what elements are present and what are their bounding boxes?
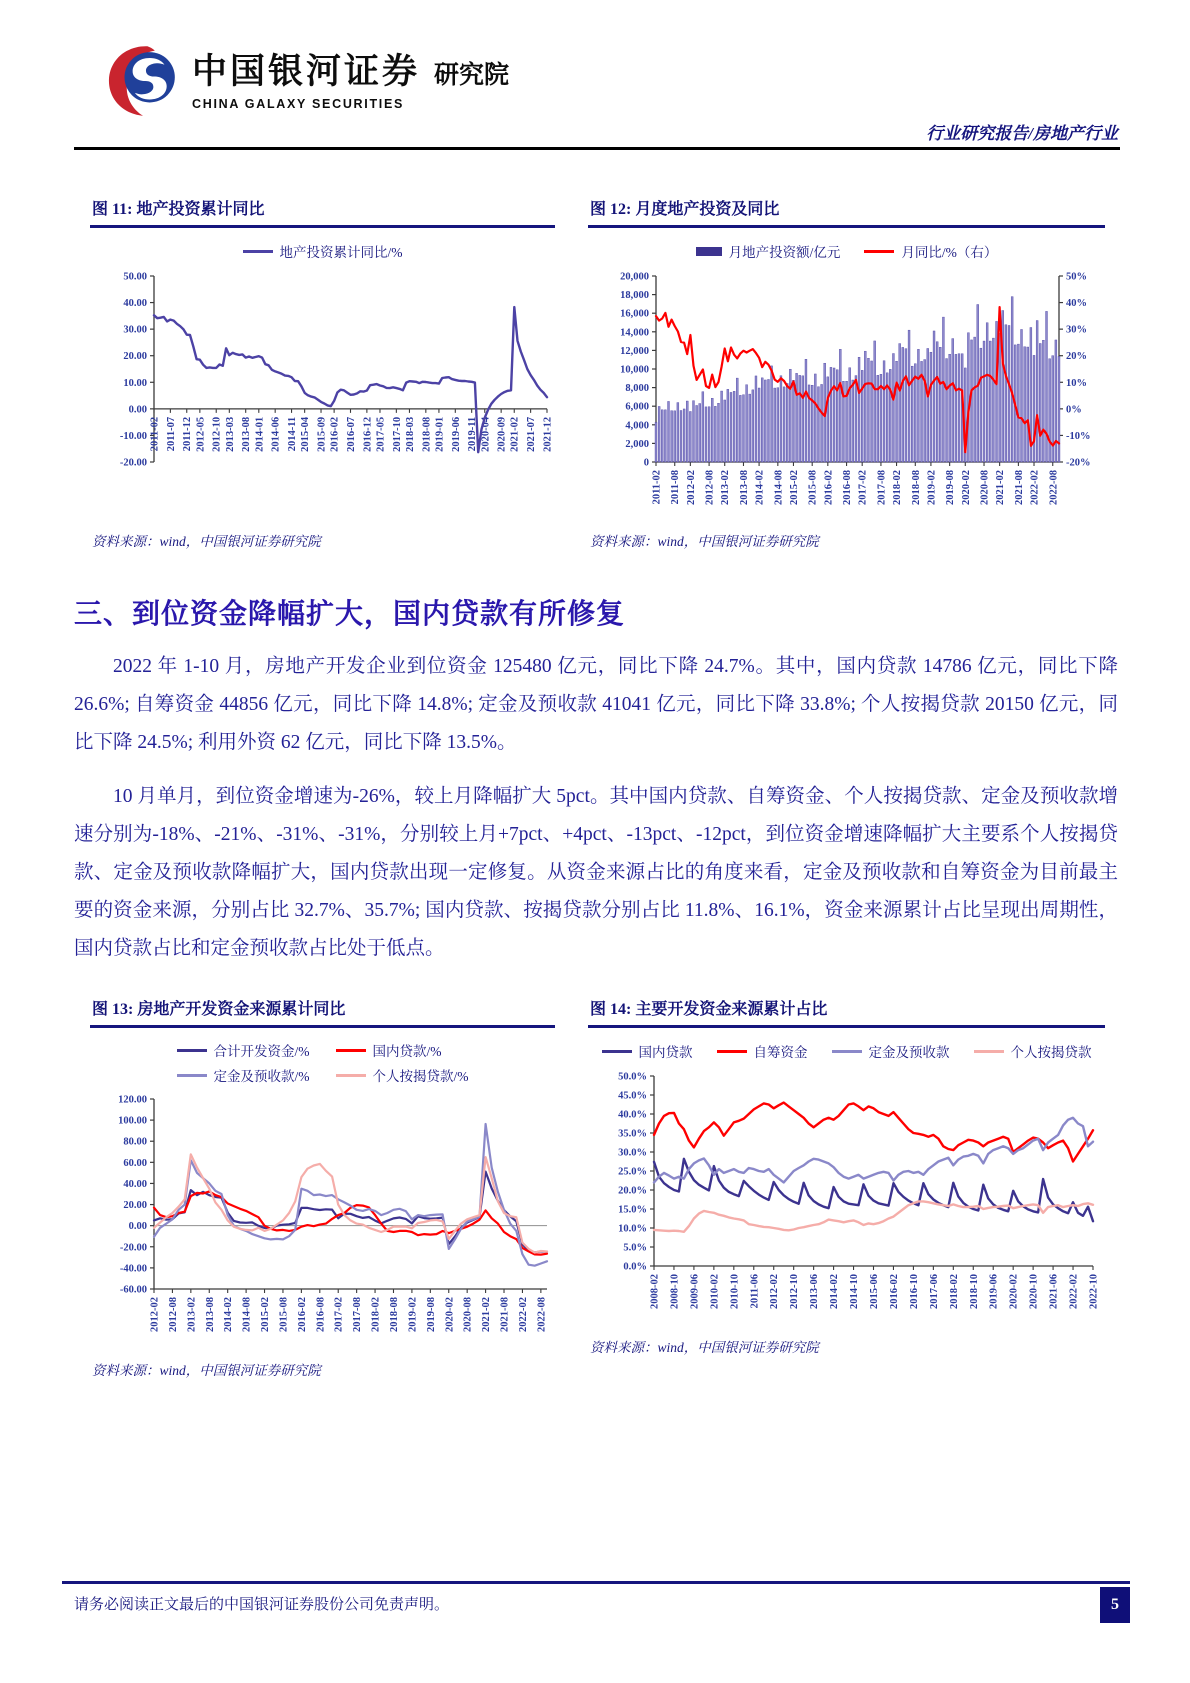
svg-text:2020-02: 2020-02 — [1008, 1274, 1020, 1310]
svg-text:2011-02: 2011-02 — [149, 416, 161, 452]
svg-text:35.0%: 35.0% — [618, 1128, 647, 1140]
svg-text:2016-08: 2016-08 — [315, 1297, 327, 1333]
legend-item — [832, 1041, 950, 1061]
svg-text:2015-06: 2015-06 — [869, 1274, 880, 1310]
svg-text:2018-03: 2018-03 — [404, 416, 416, 452]
figure-13-source: 资料来源：wind，中国银河证券研究院 — [92, 1363, 321, 1379]
svg-text:2021-12: 2021-12 — [542, 416, 554, 452]
header-divider — [74, 147, 1120, 150]
figure-11-source: 资料来源：wind，中国银河证券研究院 — [92, 534, 321, 549]
svg-text:120.00: 120.00 — [118, 1094, 147, 1106]
svg-text:2012-10: 2012-10 — [211, 416, 223, 452]
svg-text:2018-08: 2018-08 — [421, 416, 433, 452]
disclaimer-text: 请务必阅读正文最后的中国银河证券股份公司免责声明。 — [74, 1597, 450, 1613]
legend-item — [177, 1040, 310, 1060]
legend-label: 月同比/%（右） — [901, 245, 998, 260]
figure-12-legend — [588, 240, 1105, 262]
brand-text — [192, 44, 509, 111]
brand-name-en: CHINA GALAXY SECURITIES — [192, 97, 405, 111]
svg-text:2014-11: 2014-11 — [287, 416, 299, 452]
line-swatch-icon — [177, 1049, 207, 1052]
line-swatch-icon — [336, 1049, 366, 1052]
svg-text:2011-07: 2011-07 — [165, 416, 177, 452]
legend-item — [336, 1040, 469, 1060]
svg-text:2015-02: 2015-02 — [788, 470, 800, 505]
legend-item — [696, 241, 841, 261]
body-paragraph-2: 10 月单月，到位资金增速为-26%，较上月降幅扩大 5pct。其中国内贷款、自筹资金、个人按揭贷款、定金及预收款增速分别为-18%、-21%、-31%、-31%，分别较上月+7pct、+4pct、-13pct、-12pct，到位资金增速降幅扩大主要系个人按揭贷款、定金及预收款降幅扩大，国内贷款出现一定修复。从资金来源占比的角度来看，定金及预收款和自筹资金为目前最主要的资金来源，分别占比 32.7%、35.7%; 国内贷款、按揭贷款分别占比 11.8%、16.1%，资金来源累计占比呈现出周期性，国内贷款占比和定金预收款占比处于低点。 — [74, 786, 1118, 960]
svg-text:50%: 50% — [1066, 271, 1087, 283]
svg-text:2013-02: 2013-02 — [186, 1297, 198, 1333]
svg-text:2013-08: 2013-08 — [738, 470, 750, 505]
svg-text:2016-08: 2016-08 — [842, 470, 854, 505]
svg-text:2017-02: 2017-02 — [857, 470, 869, 505]
legend-label: 定金及预收款/% — [213, 1069, 310, 1085]
svg-text:2020-02: 2020-02 — [960, 470, 972, 505]
funding-sources-share-chart — [588, 1068, 1105, 1326]
svg-text:2018-02: 2018-02 — [370, 1297, 382, 1333]
svg-text:20%: 20% — [1066, 351, 1087, 363]
svg-text:2018-02: 2018-02 — [892, 470, 904, 505]
figure-12-panel — [588, 194, 1105, 550]
svg-text:-20%: -20% — [1066, 457, 1091, 469]
svg-text:2018-08: 2018-08 — [388, 1297, 400, 1333]
investment-cumulative-yoy-chart — [90, 268, 555, 520]
svg-text:80.00: 80.00 — [123, 1136, 147, 1148]
svg-text:2020-08: 2020-08 — [462, 1297, 474, 1333]
svg-text:2016-10: 2016-10 — [908, 1274, 920, 1310]
brand-suffix: 研究院 — [434, 61, 510, 89]
svg-text:40.00: 40.00 — [123, 298, 147, 310]
svg-text:2012-02: 2012-02 — [685, 470, 697, 505]
figures-row-1 — [90, 194, 1105, 550]
svg-text:-20.00: -20.00 — [119, 457, 147, 469]
svg-text:2015-04: 2015-04 — [300, 416, 312, 452]
svg-text:20.00: 20.00 — [123, 351, 147, 363]
svg-text:2009-06: 2009-06 — [689, 1274, 701, 1310]
line-swatch-icon — [602, 1050, 632, 1053]
svg-text:2014-01: 2014-01 — [254, 416, 266, 452]
svg-text:-20.00: -20.00 — [119, 1242, 147, 1254]
svg-text:2019-08: 2019-08 — [425, 1297, 437, 1333]
svg-text:2022-02: 2022-02 — [517, 1297, 529, 1333]
svg-text:0%: 0% — [1066, 404, 1082, 416]
svg-text:2008-02: 2008-02 — [649, 1274, 661, 1310]
svg-text:-10.00: -10.00 — [119, 430, 147, 442]
svg-text:2017-08: 2017-08 — [352, 1297, 364, 1333]
svg-text:2021-08: 2021-08 — [1013, 470, 1025, 505]
svg-text:2014-02: 2014-02 — [754, 470, 766, 505]
svg-text:2022-08: 2022-08 — [1048, 470, 1060, 505]
svg-text:0.00: 0.00 — [128, 1221, 147, 1233]
svg-text:100.00: 100.00 — [118, 1115, 147, 1127]
svg-text:40.00: 40.00 — [123, 1179, 147, 1191]
svg-text:2017-02: 2017-02 — [333, 1297, 345, 1333]
svg-text:2019-06: 2019-06 — [988, 1274, 1000, 1310]
svg-text:2019-08: 2019-08 — [945, 470, 957, 505]
legend-label: 个人按揭贷款/% — [372, 1069, 469, 1085]
legend-label: 国内贷款 — [638, 1045, 693, 1061]
figure-14-legend — [588, 1040, 1105, 1062]
svg-text:2012-08: 2012-08 — [704, 470, 716, 505]
legend-label: 月地产投资额/亿元 — [728, 245, 841, 260]
svg-text:2013-08: 2013-08 — [241, 416, 253, 452]
svg-text:60.00: 60.00 — [123, 1157, 147, 1169]
svg-text:2014-08: 2014-08 — [241, 1297, 253, 1333]
svg-text:20.00: 20.00 — [123, 1200, 147, 1212]
legend-item — [177, 1065, 310, 1085]
svg-text:2016-02: 2016-02 — [296, 1297, 308, 1333]
svg-text:18,000: 18,000 — [620, 290, 649, 302]
svg-text:2019-02: 2019-02 — [926, 470, 938, 505]
svg-text:2020-08: 2020-08 — [979, 470, 991, 505]
svg-text:2021-02: 2021-02 — [995, 470, 1007, 505]
svg-text:2014-10: 2014-10 — [849, 1274, 861, 1310]
svg-text:2011-12: 2011-12 — [182, 416, 194, 452]
svg-text:50.0%: 50.0% — [618, 1071, 647, 1083]
svg-text:2016-02: 2016-02 — [823, 470, 835, 505]
monthly-investment-chart — [588, 268, 1105, 520]
svg-text:2012-08: 2012-08 — [167, 1297, 179, 1333]
svg-text:2013-03: 2013-03 — [224, 416, 236, 452]
figure-13-legend — [177, 1040, 469, 1085]
report-category: 行业研究报告/房地产行业 — [926, 124, 1118, 143]
page-footer — [62, 1581, 1130, 1614]
line-swatch-icon — [336, 1074, 366, 1077]
svg-text:-40.00: -40.00 — [119, 1263, 147, 1275]
svg-text:20,000: 20,000 — [620, 271, 649, 283]
svg-text:2012-02: 2012-02 — [149, 1297, 161, 1333]
svg-text:10.0%: 10.0% — [618, 1223, 647, 1235]
line-swatch-icon — [974, 1050, 1004, 1053]
svg-text:2022-08: 2022-08 — [536, 1297, 548, 1333]
svg-text:16,000: 16,000 — [620, 308, 649, 320]
legend-label: 自筹资金 — [753, 1045, 808, 1061]
svg-text:2015-02: 2015-02 — [260, 1297, 272, 1333]
figure-12-source: 资料来源：wind，中国银河证券研究院 — [590, 534, 819, 549]
svg-text:-60.00: -60.00 — [119, 1284, 147, 1296]
line-swatch-icon — [177, 1074, 207, 1077]
legend-item — [974, 1041, 1092, 1061]
legend-item — [602, 1041, 693, 1061]
svg-text:20.0%: 20.0% — [618, 1185, 647, 1197]
svg-text:5.0%: 5.0% — [623, 1242, 647, 1254]
svg-text:2018-08: 2018-08 — [910, 470, 922, 505]
legend-label: 国内贷款/% — [372, 1044, 442, 1060]
svg-text:2015-08: 2015-08 — [807, 470, 819, 505]
svg-text:2013-06: 2013-06 — [809, 1274, 821, 1310]
svg-text:14,000: 14,000 — [620, 327, 649, 339]
svg-text:2014-02: 2014-02 — [223, 1297, 235, 1333]
svg-text:15.0%: 15.0% — [618, 1204, 647, 1216]
section-heading: 三、到位资金降幅扩大，国内贷款有所修复 — [74, 599, 626, 630]
svg-text:2017-10: 2017-10 — [391, 416, 403, 452]
legend-label: 定金及预收款 — [868, 1045, 950, 1061]
svg-text:0.00: 0.00 — [128, 404, 147, 416]
svg-text:2020-09: 2020-09 — [496, 416, 508, 452]
figure-14-title: 图 14: 主要开发资金来源累计占比 — [588, 994, 1105, 1028]
svg-text:2013-08: 2013-08 — [204, 1297, 216, 1333]
figure-11-legend — [90, 240, 555, 262]
svg-text:2008-10: 2008-10 — [669, 1274, 681, 1310]
figure-13-title: 图 13: 房地产开发资金来源累计同比 — [90, 994, 555, 1028]
svg-text:2020-10: 2020-10 — [1028, 1274, 1040, 1310]
line-swatch-icon — [243, 250, 273, 253]
svg-text:2021-02: 2021-02 — [481, 1297, 493, 1333]
svg-text:2021-06: 2021-06 — [1048, 1274, 1060, 1310]
svg-text:2022-02: 2022-02 — [1029, 470, 1041, 505]
svg-text:2019-01: 2019-01 — [434, 416, 446, 452]
svg-text:12,000: 12,000 — [620, 345, 649, 357]
svg-text:2013-02: 2013-02 — [720, 470, 732, 505]
svg-text:2011-08: 2011-08 — [670, 470, 682, 505]
svg-text:4,000: 4,000 — [625, 420, 649, 432]
bar-swatch-icon — [696, 247, 722, 256]
svg-text:2017-06: 2017-06 — [928, 1274, 940, 1310]
brand-name-cn: 中国银河证券 — [192, 52, 421, 91]
svg-text:2010-10: 2010-10 — [729, 1274, 741, 1310]
legend-label: 个人按揭贷款 — [1010, 1045, 1092, 1061]
svg-text:2014-08: 2014-08 — [773, 470, 785, 505]
svg-text:2015-08: 2015-08 — [278, 1297, 290, 1333]
svg-text:2019-02: 2019-02 — [407, 1297, 419, 1333]
svg-text:10.00: 10.00 — [123, 377, 147, 389]
svg-text:2018-02: 2018-02 — [948, 1274, 960, 1310]
galaxy-logo-icon — [106, 44, 180, 118]
svg-text:2020-04: 2020-04 — [480, 416, 492, 452]
svg-text:2011-02: 2011-02 — [651, 470, 663, 505]
figure-13-panel — [90, 994, 555, 1379]
svg-text:40.0%: 40.0% — [618, 1109, 647, 1121]
svg-text:2019-11: 2019-11 — [467, 416, 479, 452]
brand-block — [106, 44, 509, 118]
figure-11-panel — [90, 194, 555, 550]
svg-text:10%: 10% — [1066, 377, 1087, 389]
figure-12-title: 图 12: 月度地产投资及同比 — [588, 194, 1105, 228]
legend-label: 合计开发资金/% — [213, 1044, 310, 1060]
svg-text:2016-12: 2016-12 — [362, 416, 374, 452]
svg-text:30.0%: 30.0% — [618, 1147, 647, 1159]
svg-text:2022-10: 2022-10 — [1088, 1274, 1100, 1310]
figure-11-title: 图 11: 地产投资累计同比 — [90, 194, 555, 228]
legend-item — [336, 1065, 469, 1085]
legend-item — [243, 241, 403, 261]
svg-text:2019-06: 2019-06 — [450, 416, 462, 452]
svg-text:2021-08: 2021-08 — [499, 1297, 511, 1333]
svg-text:0: 0 — [643, 457, 649, 469]
figure-14-source: 资料来源：wind，中国银河证券研究院 — [590, 1340, 819, 1356]
svg-text:40%: 40% — [1066, 298, 1087, 310]
svg-text:25.0%: 25.0% — [618, 1166, 647, 1178]
svg-text:2014-06: 2014-06 — [270, 416, 282, 452]
svg-text:45.0%: 45.0% — [618, 1090, 647, 1102]
svg-text:10,000: 10,000 — [620, 364, 649, 376]
svg-text:2012-02: 2012-02 — [769, 1274, 781, 1310]
funding-sources-yoy-chart — [90, 1091, 555, 1349]
svg-text:2010-02: 2010-02 — [709, 1274, 721, 1310]
svg-text:2017-05: 2017-05 — [375, 416, 387, 452]
line-swatch-icon — [864, 250, 894, 253]
legend-item — [717, 1041, 808, 1061]
svg-text:6,000: 6,000 — [625, 401, 649, 413]
svg-text:2017-08: 2017-08 — [876, 470, 888, 505]
svg-text:-10%: -10% — [1066, 430, 1091, 442]
svg-text:2012-05: 2012-05 — [195, 416, 207, 452]
figures-row-2 — [90, 994, 1105, 1379]
page-header — [0, 0, 1190, 150]
svg-text:2016-07: 2016-07 — [346, 416, 357, 452]
svg-text:2022-02: 2022-02 — [1068, 1274, 1080, 1310]
svg-text:2014-02: 2014-02 — [829, 1274, 841, 1310]
svg-text:2016-02: 2016-02 — [329, 416, 341, 452]
svg-text:2011-06: 2011-06 — [749, 1274, 761, 1309]
svg-text:2021-02: 2021-02 — [509, 416, 521, 452]
line-swatch-icon — [717, 1050, 747, 1053]
svg-text:30%: 30% — [1066, 324, 1087, 336]
svg-text:8,000: 8,000 — [625, 383, 649, 395]
legend-label: 地产投资累计同比/% — [279, 245, 403, 260]
svg-text:2015-09: 2015-09 — [316, 416, 328, 452]
svg-text:2016-02: 2016-02 — [888, 1274, 900, 1310]
svg-text:0.0%: 0.0% — [623, 1261, 647, 1273]
line-swatch-icon — [832, 1050, 862, 1053]
svg-text:2012-10: 2012-10 — [789, 1274, 801, 1310]
svg-text:2018-10: 2018-10 — [968, 1274, 980, 1310]
svg-text:30.00: 30.00 — [123, 324, 147, 336]
svg-text:2021-07: 2021-07 — [526, 416, 538, 452]
svg-text:2,000: 2,000 — [625, 438, 649, 450]
figure-14-panel — [588, 994, 1105, 1379]
svg-text:50.00: 50.00 — [123, 271, 147, 283]
legend-item — [864, 241, 997, 261]
body-paragraph-1: 2022 年 1-10 月，房地产开发企业到位资金 125480 亿元，同比下降 24.7%。其中，国内贷款 14786 亿元，同比下降 26.6%; 自筹资金 44856 亿元，同比下降 14.8%; 定金及预收款 41041 亿元，同比下降 33.8%; 个人按揭贷款 20150 亿元，同比下降 24.5%; 利用外资 62 亿元，同比下降 13.5%。 — [74, 656, 1118, 754]
svg-text:2020-02: 2020-02 — [444, 1297, 456, 1333]
page-number-badge: 5 — [1100, 1587, 1130, 1623]
